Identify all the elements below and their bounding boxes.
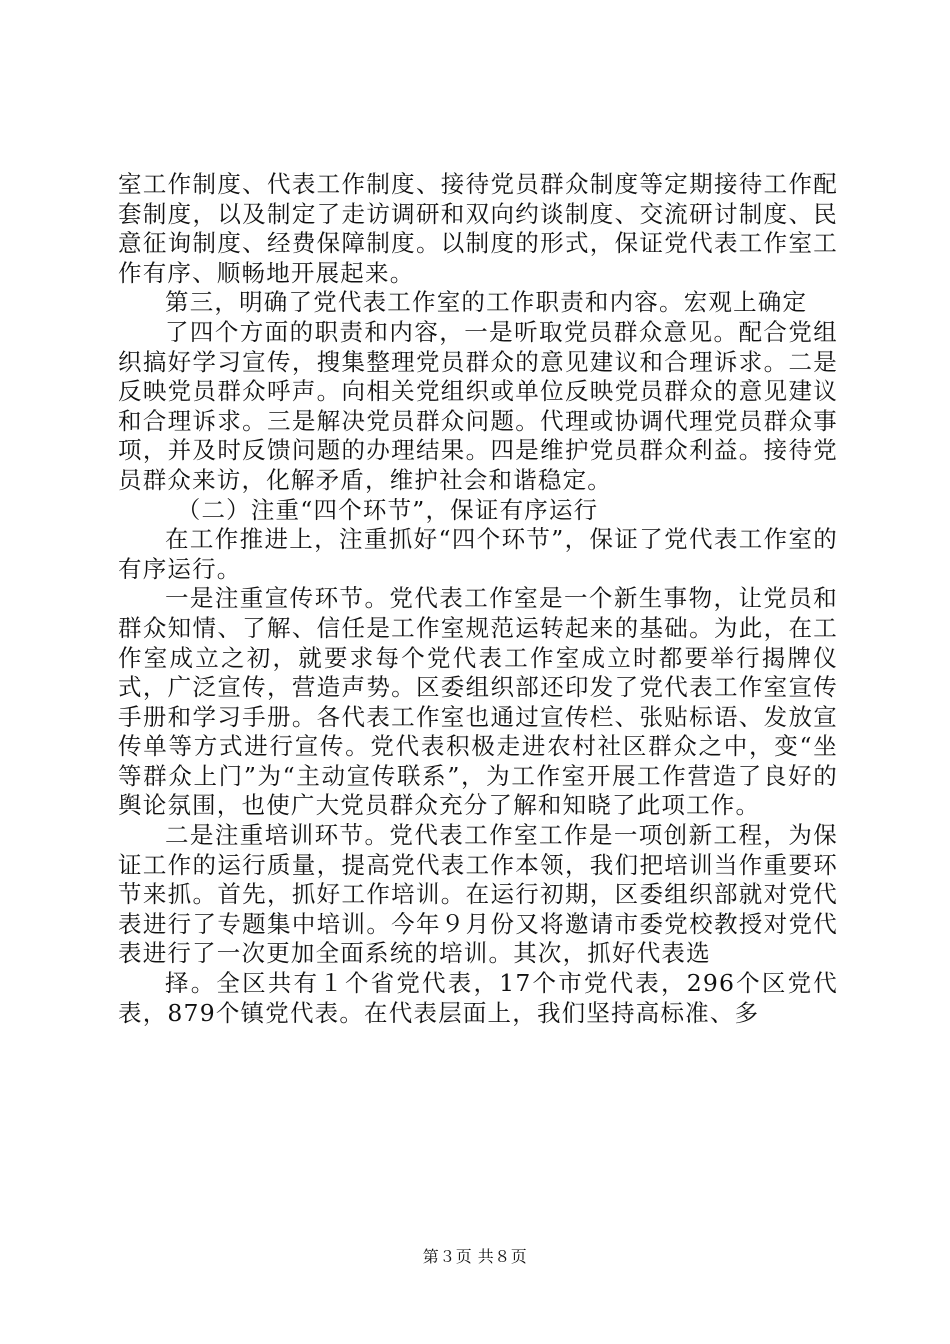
paragraph-four-links-intro: 在工作推进上，注重抓好“四个环节”，保证了党代表工作室的有序运行。 — [118, 525, 838, 583]
paragraph-four-duties: 了四个方面的职责和内容，一是听取党员群众意见。配合党组织搞好学习宣传，搜集整理党员群众的意见建议和合理诉求。二是反映党员群众呼声。向相关党组织或单位反映党员群众的意见建议和合理诉求。三是解决党员群众问题。代理或协调代理党员群众事项，并及时反馈问题的办理结果。四是维护党员群众利益。接待党员群众来访，化解矛盾，维护社会和谐稳定。 — [118, 317, 838, 494]
paragraph-selection: 择。全区共有１个省党代表，17个市党代表，296个区党代表，879个镇党代表。在代表层面上，我们坚持高标准、多 — [118, 969, 838, 1027]
section-heading-four-links: （二）注重“四个环节”，保证有序运行 — [176, 495, 599, 524]
paragraph-third-point: 第三，明确了党代表工作室的工作职责和内容。宏观上确定 — [165, 288, 808, 317]
paragraph-regulations-continued: 室工作制度、代表工作制度、接待党员群众制度等定期接待工作配套制度，以及制定了走访调研和双向约谈制度、交流研讨制度、民意征询制度、经费保障制度。以制度的形式，保证党代表工作室工作有序、顺畅地开展起来。 — [118, 170, 838, 287]
paragraph-publicity: 一是注重宣传环节。党代表工作室是一个新生事物，让党员和群众知情、了解、信任是工作室规范运转起来的基础。为此，在工作室成立之初，就要求每个党代表工作室成立时都要举行揭牌仪式，广泛宣传，营造声势。区委组织部还印发了党代表工作室宣传手册和学习手册。各代表工作室也通过宣传栏、张贴标语、发放宣传单等方式进行宣传。党代表积极走进农村社区群众之中，变“坐等群众上门”为“主动宣传联系”，为工作室开展工作营造了良好的舆论氛围，也使广大党员群众充分了解和知晓了此项工作。 — [118, 584, 838, 820]
page-number-footer: 第３页 共８页 — [422, 1247, 528, 1266]
document-body — [118, 170, 838, 1028]
paragraph-training: 二是注重培训环节。党代表工作室工作是一项创新工程，为保证工作的运行质量，提高党代表工作本领，我们把培训当作重要环节来抓。首先，抓好工作培训。在运行初期，区委组织部就对党代表进行了专题集中培训。今年９月份又将邀请市委党校教授对党代表进行了一次更加全面系统的培训。其次，抓好代表选 — [118, 821, 838, 968]
